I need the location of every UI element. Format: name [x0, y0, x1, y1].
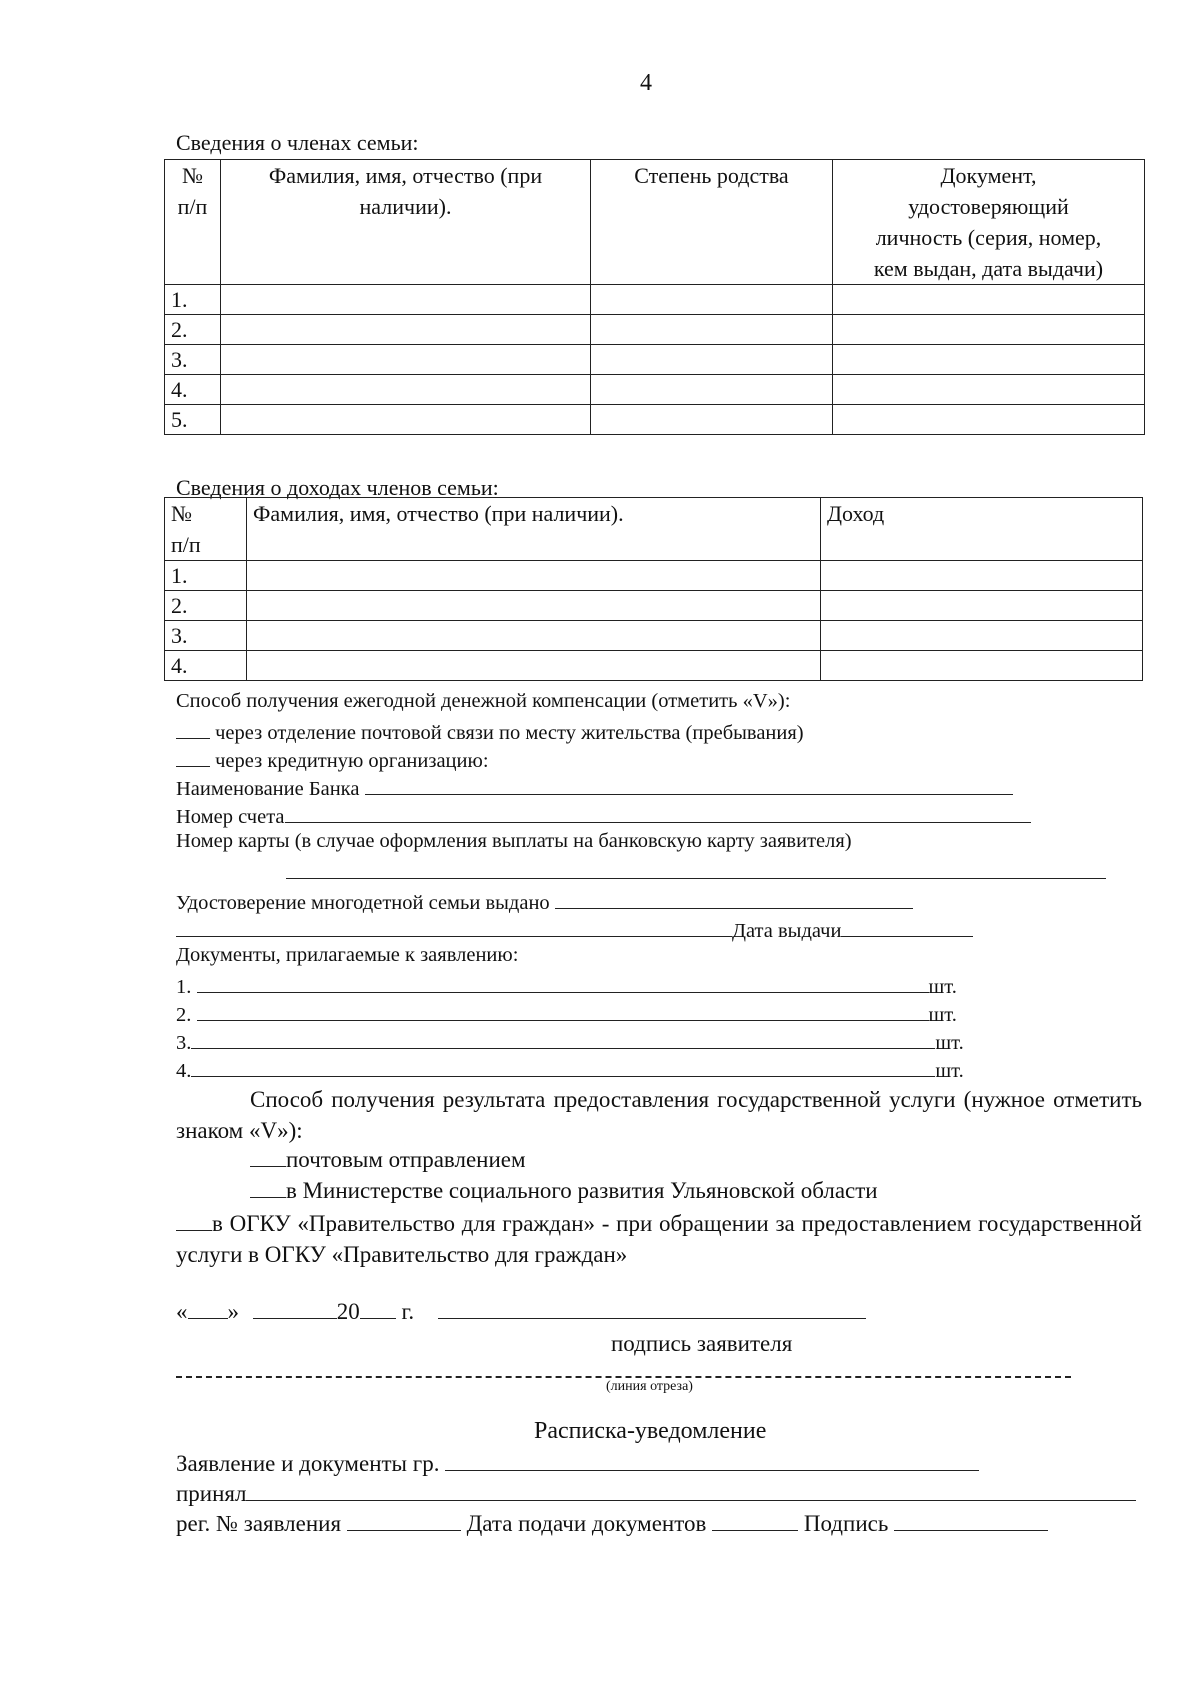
family-members-caption: Сведения о членах семьи: — [176, 130, 419, 155]
account-field[interactable] — [285, 802, 1031, 823]
table-row — [165, 591, 1143, 621]
checkbox-line[interactable] — [176, 718, 210, 739]
applicant-name-field[interactable] — [445, 1450, 979, 1471]
row-number: 2. — [165, 315, 221, 345]
name-cell[interactable] — [221, 405, 591, 435]
signature-field[interactable] — [438, 1298, 866, 1319]
row-number: 1. — [165, 285, 221, 315]
row-number: 1. — [165, 561, 247, 591]
document-item: 3. шт. — [176, 1028, 964, 1055]
document-cell[interactable] — [833, 375, 1145, 405]
compensation-title: Способ получения ежегодной денежной компенсации (отметить «V»): — [176, 690, 791, 712]
certificate-date-row: Дата выдачи — [176, 916, 973, 943]
family-income-table — [164, 497, 1143, 681]
table-row — [165, 285, 1145, 315]
relation-cell[interactable] — [591, 315, 833, 345]
receipt-signature-field[interactable] — [894, 1510, 1048, 1531]
name-cell[interactable] — [221, 345, 591, 375]
document-cell[interactable] — [833, 285, 1145, 315]
result-intro: Способ получения результата предоставления государственной услуги (нужное отметить знаком «V»): — [176, 1087, 1142, 1143]
document-item: 4. шт. — [176, 1056, 964, 1083]
cut-line — [176, 1376, 1071, 1378]
row-number: 3. — [165, 621, 247, 651]
month-field[interactable] — [253, 1298, 337, 1319]
document-cell[interactable] — [833, 345, 1145, 375]
compensation-option-post: через отделение почтовой связи по месту жительства (пребывания) — [176, 718, 804, 745]
cut-line-label: (линия отреза) — [606, 1379, 693, 1394]
header-income: Доход — [821, 498, 1143, 561]
certificate-date-field[interactable] — [841, 916, 973, 937]
family-members-table — [164, 159, 1145, 435]
table-row — [165, 375, 1145, 405]
table-row — [165, 405, 1145, 435]
bank-name-field[interactable] — [365, 774, 1013, 795]
header-full-name: Фамилия, имя, отчество (при наличии). — [247, 498, 821, 561]
relation-cell[interactable] — [591, 405, 833, 435]
table-row — [165, 561, 1143, 591]
name-cell[interactable] — [247, 591, 821, 621]
document-field[interactable] — [191, 1028, 935, 1049]
result-option-ministry: в Министерстве социального развития Ульяновской области — [250, 1177, 878, 1204]
header-identity-document: Документ, удостоверяющий личность (серия, номер, кем выдан, дата выдачи) — [833, 160, 1145, 285]
row-number: 4. — [165, 375, 221, 405]
name-cell[interactable] — [247, 561, 821, 591]
document-item: 2. шт. — [176, 1000, 957, 1027]
page-number: 4 — [640, 70, 652, 96]
signature-date-row: « » 20 г. — [176, 1298, 866, 1325]
name-cell[interactable] — [221, 315, 591, 345]
result-option-ogku: в ОГКУ «Правительство для граждан» - при обращении за предоставлением государственной услуги в ОГКУ «Правительство для граждан» — [176, 1211, 1142, 1267]
receipt-line3: рег. № заявления Дата подачи документов Подпись — [176, 1510, 1048, 1537]
document-field[interactable] — [191, 1056, 935, 1077]
header-relation: Степень родства — [591, 160, 833, 285]
table-row — [165, 345, 1145, 375]
result-option-mail: почтовым отправлением — [250, 1146, 526, 1173]
certificate-issuer-field[interactable] — [176, 916, 732, 937]
income-cell[interactable] — [821, 591, 1143, 621]
table-row — [165, 315, 1145, 345]
bank-name-row: Наименование Банка — [176, 774, 1013, 801]
checkbox-line[interactable] — [250, 1146, 286, 1167]
income-cell[interactable] — [821, 621, 1143, 651]
document-field[interactable] — [197, 1000, 929, 1021]
relation-cell[interactable] — [591, 375, 833, 405]
table-row — [165, 651, 1143, 681]
receipt-line1: Заявление и документы гр. — [176, 1450, 979, 1477]
table-row — [165, 621, 1143, 651]
year-field[interactable] — [360, 1298, 396, 1319]
documents-title: Документы, прилагаемые к заявлению: — [176, 944, 519, 966]
name-cell[interactable] — [247, 651, 821, 681]
checkbox-line[interactable] — [176, 746, 210, 767]
header-number: № п/п — [165, 160, 221, 285]
table-header-row — [165, 160, 1145, 285]
account-row: Номер счета — [176, 802, 1031, 829]
name-cell[interactable] — [221, 285, 591, 315]
document-cell[interactable] — [833, 315, 1145, 345]
receipt-line2: принял — [176, 1480, 1136, 1507]
receipt-title: Расписка-уведомление — [534, 1418, 767, 1444]
document-item: 1. шт. — [176, 972, 957, 999]
certificate-row: Удостоверение многодетной семьи выдано — [176, 888, 913, 915]
income-cell[interactable] — [821, 561, 1143, 591]
row-number: 4. — [165, 651, 247, 681]
name-cell[interactable] — [221, 375, 591, 405]
certificate-issued-field[interactable] — [555, 888, 913, 909]
signature-caption: подпись заявителя — [611, 1331, 793, 1356]
checkbox-line[interactable] — [250, 1177, 286, 1198]
relation-cell[interactable] — [591, 285, 833, 315]
checkbox-line[interactable] — [176, 1210, 212, 1231]
document-cell[interactable] — [833, 405, 1145, 435]
income-cell[interactable] — [821, 651, 1143, 681]
row-number: 5. — [165, 405, 221, 435]
header-full-name: Фамилия, имя, отчество (при наличии). — [221, 160, 591, 285]
row-number: 2. — [165, 591, 247, 621]
table-header-row — [165, 498, 1143, 561]
document-field[interactable] — [197, 972, 929, 993]
row-number: 3. — [165, 345, 221, 375]
day-field[interactable] — [188, 1298, 228, 1319]
compensation-option-credit: через кредитную организацию: — [176, 746, 489, 773]
relation-cell[interactable] — [591, 345, 833, 375]
card-number-field[interactable] — [286, 878, 1106, 879]
name-cell[interactable] — [247, 621, 821, 651]
card-row: Номер карты (в случае оформления выплаты на банковскую карту заявителя) — [176, 830, 852, 852]
family-income-caption: Сведения о доходах членов семьи: — [176, 475, 499, 500]
registration-number-field[interactable] — [347, 1510, 461, 1531]
header-number: № п/п — [165, 498, 247, 561]
accepted-by-field[interactable] — [246, 1480, 1136, 1501]
submission-date-field[interactable] — [712, 1510, 798, 1531]
